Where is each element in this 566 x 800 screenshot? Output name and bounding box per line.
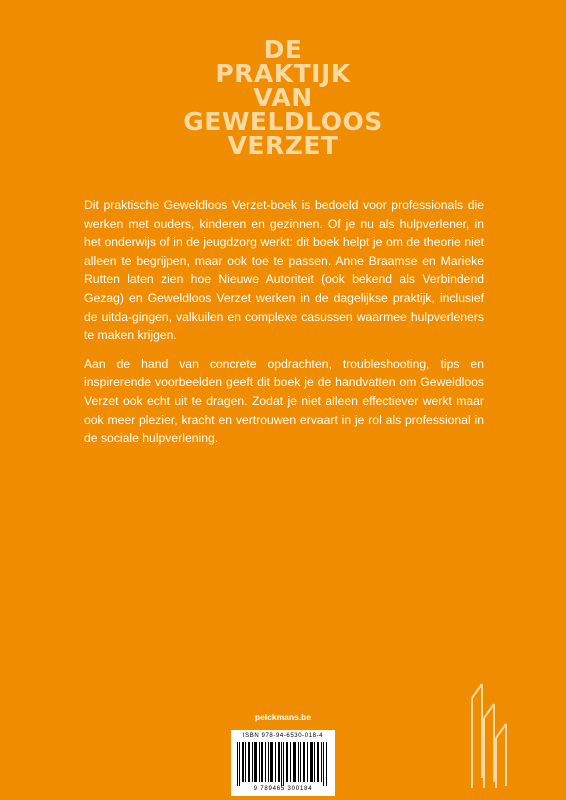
publisher-url: pelckmans.be [254, 712, 312, 722]
title-line: GEWELDLOOS [183, 107, 383, 136]
publisher-logo-icon [462, 678, 510, 790]
isbn-label: ISBN 978-94-6530-018-4 [242, 733, 324, 739]
title-line: VERZET [227, 131, 339, 160]
description-paragraph: Aan de hand van concrete opdrachten, troubleshooting, tips en inspirerende voorbeelden geeft dit boek je de handvatten om Geweldloos Verzet ook echt uit te dragen. Zodat je niet alleen effectiever werkt maar ook meer plezier, kracht en vertrouwen ervaart in je rol als professional in de sociale hulpverlening. [84, 356, 484, 446]
book-description [84, 196, 484, 458]
title-line: DE [263, 35, 303, 64]
barcode-bars [235, 742, 331, 786]
barcode-number: 9 789465 300184 [253, 786, 313, 792]
title-line: VAN [253, 83, 313, 112]
barcode [231, 730, 335, 796]
description-paragraph: Dit praktische Geweldloos Verzet-boek is bedoeld voor professionals die werken met ouders, kinderen en gezinnen. Of je nu als hulpverlener, in het onderwijs of in de jeugdzorg werkt: dit boek helpt je om de theorie niet alleen te begrijpen, maar ook toe te passen. Anne Braamse en Marieke Rutten laten zien hoe Nieuwe Autoriteit (ook bekend als Verbindend Gezag) en Geweldloos Verzet werken in de dagelijkse praktijk, inclusief de uitda-gingen, valkuilen en complexe casussen waarmee hulpverleners te maken krijgen. [84, 198, 484, 343]
book-title [0, 35, 566, 160]
title-line: PRAKTIJK [215, 59, 351, 88]
